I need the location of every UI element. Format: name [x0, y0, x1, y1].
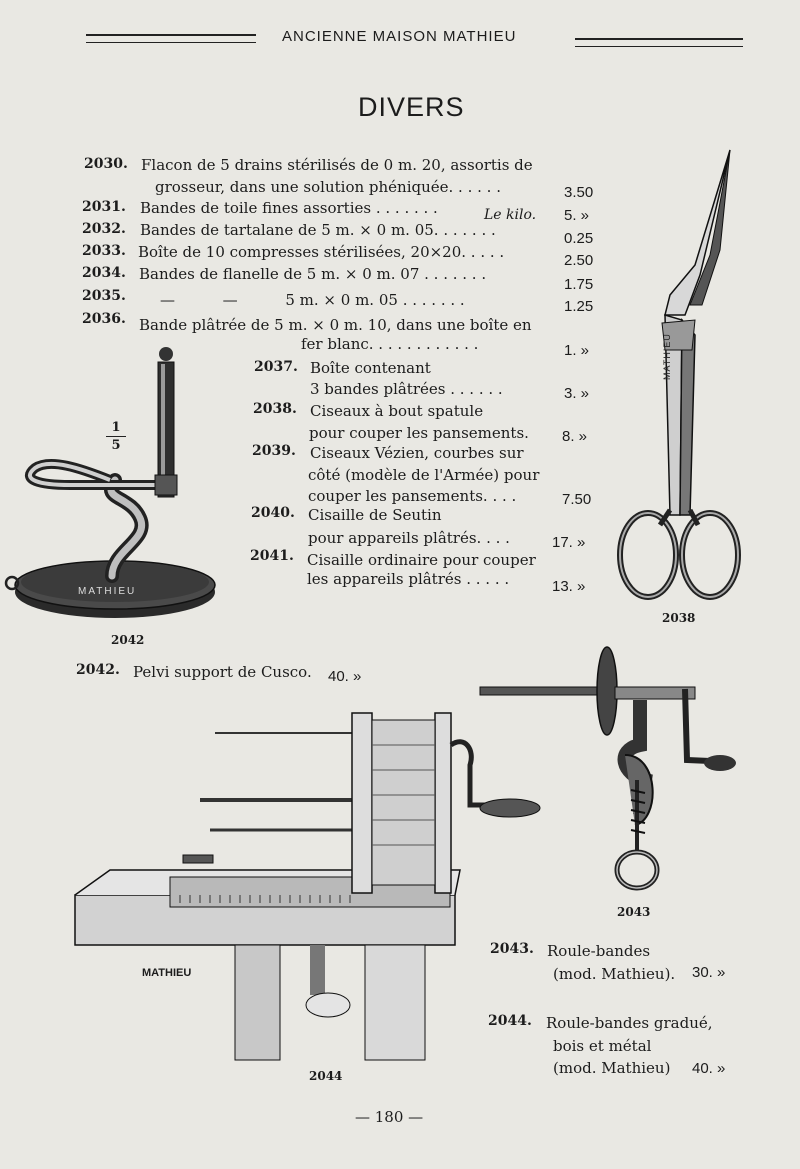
item-text: Bandes de tartalane de 5 m. × 0 m. 05. . . . . . . [140, 221, 496, 239]
item-number: 2041. [250, 548, 294, 564]
item-text: Pelvi support de Cusco. [133, 663, 312, 681]
item-price: 2.50 [564, 252, 594, 269]
item-text: fer blanc. . . . . . . . . . . . [301, 335, 479, 353]
running-header [0, 28, 800, 50]
item-text: Ciseaux à bout spatule [310, 402, 484, 420]
header-text: ANCIENNE MAISON MATHIEU [282, 28, 517, 45]
item-number: 2033. [82, 243, 126, 259]
item-text: Bande plâtrée de 5 m. × 0 m. 10, dans une boîte en [139, 316, 532, 334]
item-number: 2038. [253, 401, 297, 417]
item-price: 1. » [564, 342, 590, 359]
item-price: 8. » [562, 428, 588, 445]
item-price: 1.75 [564, 276, 594, 293]
item-text: Cisaille ordinaire pour couper [307, 551, 536, 569]
item-text: Flacon de 5 drains stérilisés de 0 m. 20, assortis de [141, 156, 533, 174]
item-number: 2043. [490, 941, 534, 957]
item-number: 2039. [252, 443, 296, 459]
item-text: (mod. Mathieu) [553, 1059, 671, 1077]
item-number: 2044. [488, 1013, 532, 1029]
item-price: 40. » [328, 668, 362, 685]
figure-caption: 2038 [662, 611, 696, 625]
item-price: 3.50 [564, 184, 594, 201]
item-text: Boîte contenant [310, 359, 431, 377]
item-text: côté (modèle de l'Armée) pour [308, 466, 540, 484]
item-number: 2034. [82, 265, 126, 281]
item-number: 2042. [76, 662, 120, 678]
item-text: Bandes de flanelle de 5 m. × 0 m. 07 . . . . . . . [139, 265, 487, 283]
item-text: Roule-bandes gradué, [546, 1014, 713, 1032]
item-price: 30. » [692, 964, 726, 981]
header-rule-right [575, 38, 743, 47]
scissors-illustration [610, 145, 750, 610]
header-rule-left [86, 34, 256, 43]
item-number: 2030. [84, 156, 128, 172]
page-number: — 180 — [355, 1108, 424, 1126]
item-number: 2032. [82, 221, 126, 237]
item-text: 3 bandes plâtrées . . . . . . [310, 380, 503, 398]
item-price: 1.25 [564, 298, 594, 315]
item-price: 0.25 [564, 230, 594, 247]
item-text: couper les pansements. . . . [308, 487, 517, 505]
roule-bandes-gradue-illustration [70, 705, 550, 1070]
item-price: 5. » [564, 207, 590, 224]
page-title: DIVERS [358, 92, 465, 122]
item-text: Bandes de toile fines assorties . . . . . . . [140, 199, 438, 217]
item-number: 2040. [251, 505, 295, 521]
item-text: pour couper les pansements. [309, 424, 529, 442]
item-text: les appareils plâtrés . . . . . [307, 570, 510, 588]
item-unit-note: Le kilo. [484, 207, 537, 223]
item-number: 2036. [82, 311, 126, 327]
item-text: Roule-bandes [547, 942, 651, 960]
item-text: (mod. Mathieu). [553, 965, 676, 983]
item-text: — — 5 m. × 0 m. 05 . . . . . . . [160, 291, 465, 309]
stamp-mathieu: MATHIEU [142, 967, 192, 979]
item-text: Boîte de 10 compresses stérilisées, 20×20. . . . . [138, 243, 505, 261]
item-number: 2035. [82, 288, 126, 304]
item-price: 13. » [552, 578, 586, 595]
stamp-mathieu: MATHIEU [78, 586, 137, 597]
item-number: 2037. [254, 359, 298, 375]
item-text: Ciseaux Vézien, courbes sur [310, 444, 524, 462]
scale-numerator: 1 [111, 420, 121, 435]
item-text: pour appareils plâtrés. . . . [308, 529, 510, 547]
figure-caption: 2042 [111, 633, 145, 647]
figure-caption: 2043 [617, 905, 651, 919]
scale-denominator: 5 [111, 438, 121, 453]
item-price: 7.50 [562, 491, 592, 508]
item-price: 3. » [564, 385, 590, 402]
item-price: 40. » [692, 1060, 726, 1077]
item-text: Cisaille de Seutin [308, 506, 442, 524]
stamp-mathieu: MATHIEU [662, 333, 672, 380]
item-text: bois et métal [553, 1037, 652, 1055]
item-price: 17. » [552, 534, 586, 551]
figure-caption: 2044 [309, 1069, 343, 1083]
item-text: grosseur, dans une solution phéniquée. . . . . . [155, 178, 501, 196]
item-number: 2031. [82, 199, 126, 215]
